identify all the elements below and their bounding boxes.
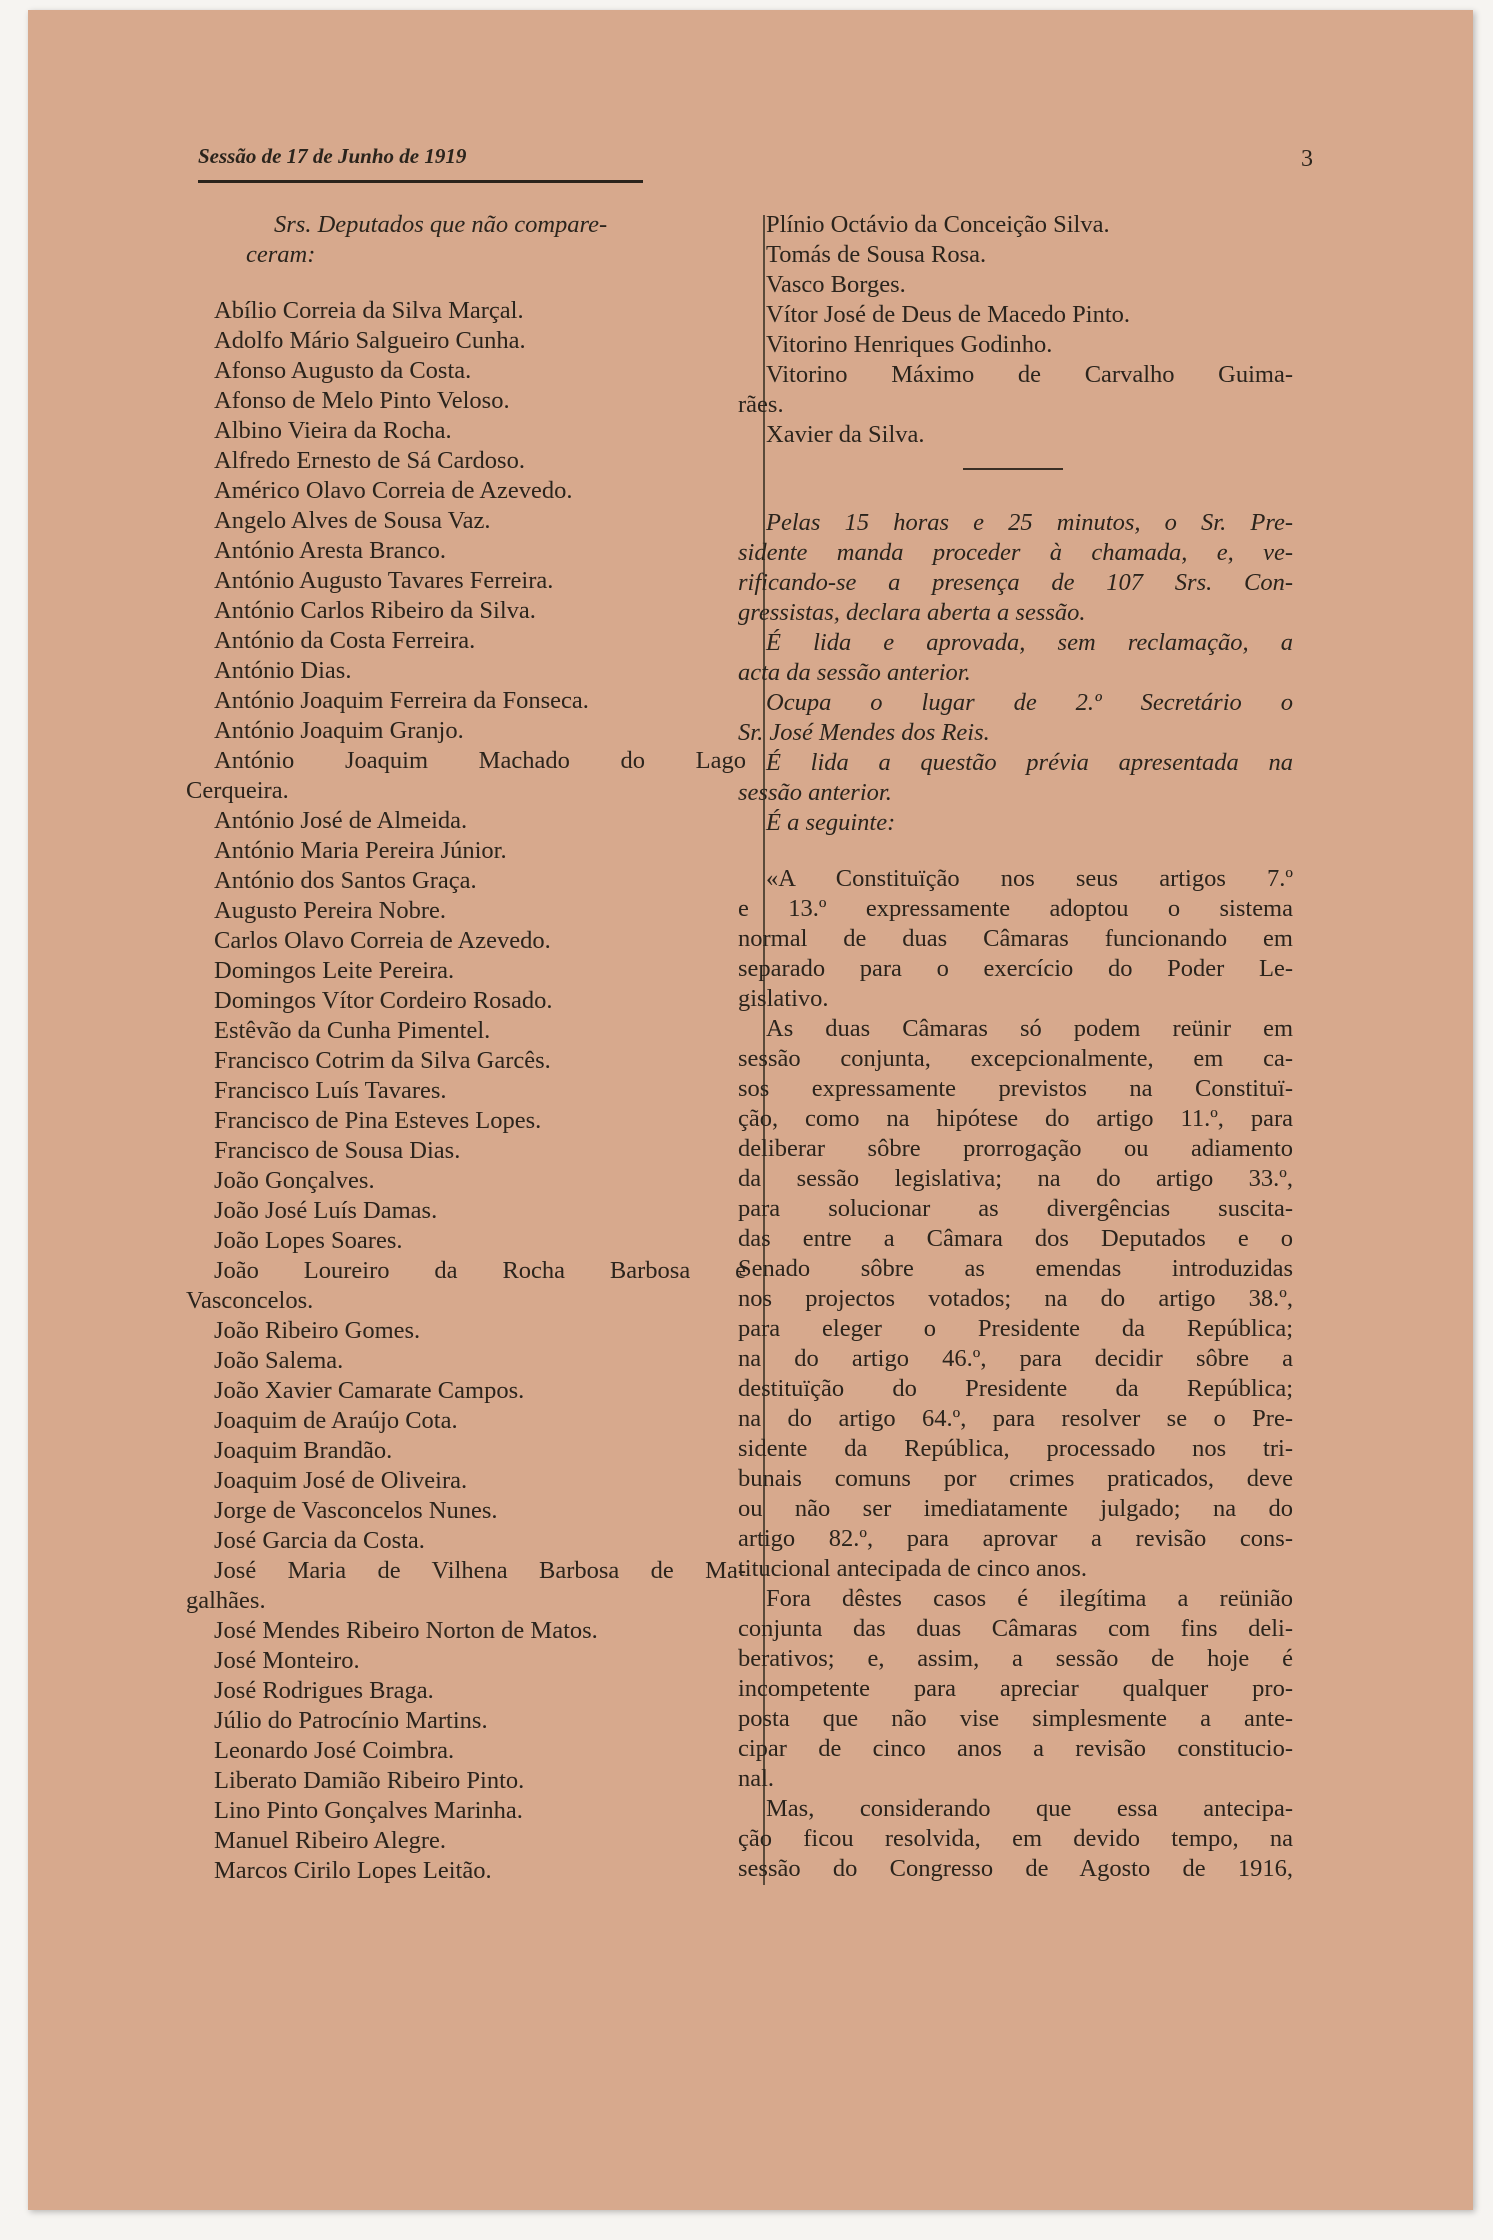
list-item: Lino Pinto Gonçalves Marinha. xyxy=(214,1797,523,1824)
list-item: Francisco de Sousa Dias. xyxy=(214,1137,461,1164)
header-rule xyxy=(198,180,643,183)
list-item: António Dias. xyxy=(214,657,352,684)
body-line: posta que não vise simplesmente a ante- xyxy=(738,1705,1293,1732)
page-header xyxy=(198,140,1313,180)
minutes-line: sidente manda proceder à chamada, e, ve- xyxy=(738,539,1293,566)
list-item: José Monteiro. xyxy=(214,1647,360,1674)
body-line: separado para o exercício do Poder Le- xyxy=(738,955,1293,982)
list-item: Afonso de Melo Pinto Veloso. xyxy=(214,387,510,414)
list-item: Manuel Ribeiro Alegre. xyxy=(214,1827,447,1854)
page-number: 3 xyxy=(1301,146,1313,172)
list-item: António Joaquim Ferreira da Fonseca. xyxy=(214,687,589,714)
list-item: Américo Olavo Correia de Azevedo. xyxy=(214,477,573,504)
spacer xyxy=(186,270,746,296)
body-line: Senado sôbre as emendas introduzidas xyxy=(738,1255,1293,1282)
body-line: Fora dêstes casos é ilegítima a reünião xyxy=(766,1585,1293,1612)
list-item: Júlio do Patrocínio Martins. xyxy=(214,1707,488,1734)
list-item: Francisco Cotrim da Silva Garcês. xyxy=(214,1047,551,1074)
list-item: João Ribeiro Gomes. xyxy=(214,1317,421,1344)
list-item: Francisco de Pina Esteves Lopes. xyxy=(214,1107,542,1134)
list-item-cont: Cerqueira. xyxy=(186,777,289,804)
list-item: Albino Vieira da Rocha. xyxy=(214,417,452,444)
minutes-line: Pelas 15 horas e 25 minutos, o Sr. Pre- xyxy=(766,509,1293,536)
list-item: João Xavier Camarate Campos. xyxy=(214,1377,525,1404)
minutes-line: Ocupa o lugar de 2.º Secretário o xyxy=(766,689,1293,716)
list-item: Vitorino Henriques Godinho. xyxy=(766,331,1053,358)
list-item-cont: rães. xyxy=(738,391,784,418)
body-line: para solucionar as divergências suscita- xyxy=(738,1195,1293,1222)
body-line: ou não ser imediatamente julgado; na do xyxy=(738,1495,1293,1522)
spacer xyxy=(738,838,1293,864)
list-item: António da Costa Ferreira. xyxy=(214,627,476,654)
motion-text xyxy=(738,864,1293,1884)
list-item: António dos Santos Graça. xyxy=(214,867,477,894)
body-line: incompetente para apreciar qualquer pro- xyxy=(738,1675,1293,1702)
document-page xyxy=(28,10,1473,2210)
minutes-line: É a seguinte: xyxy=(766,809,896,836)
list-item: António Joaquim Machado do Lago xyxy=(214,747,746,774)
list-item: Vasco Borges. xyxy=(766,271,906,298)
minutes-line: gressistas, declara aberta a sessão. xyxy=(738,599,1086,626)
body-line: deliberar sôbre prorrogação ou adiamento xyxy=(738,1135,1293,1162)
list-item: João Salema. xyxy=(214,1347,344,1374)
minutes-line: Sr. José Mendes dos Reis. xyxy=(738,719,990,746)
list-item: João Loureiro da Rocha Barbosa e xyxy=(214,1257,746,1284)
list-item: Jorge de Vasconcelos Nunes. xyxy=(214,1497,498,1524)
right-column xyxy=(738,210,1293,1884)
list-item: Alfredo Ernesto de Sá Cardoso. xyxy=(214,447,525,474)
session-minutes xyxy=(738,508,1293,838)
body-line: Mas, considerando que essa antecipa- xyxy=(766,1795,1293,1822)
list-item: José Mendes Ribeiro Norton de Matos. xyxy=(214,1617,598,1644)
body-line: As duas Câmaras só podem reünir em xyxy=(766,1015,1293,1042)
left-column xyxy=(186,210,746,1886)
list-item: Leonardo José Coimbra. xyxy=(214,1737,455,1764)
body-line: e 13.º expressamente adoptou o sistema xyxy=(738,895,1293,922)
body-line: «A Constituïção nos seus artigos 7.º xyxy=(766,865,1293,892)
section-separator xyxy=(963,468,1063,470)
list-item: Abílio Correia da Silva Marçal. xyxy=(214,297,524,324)
body-line: sessão do Congresso de Agosto de 1916, xyxy=(738,1855,1293,1882)
list-item: Xavier da Silva. xyxy=(766,421,925,448)
list-item-cont: Vasconcelos. xyxy=(186,1287,314,1314)
body-line: cipar de cinco anos a revisão constitucio- xyxy=(738,1735,1293,1762)
body-line: sidente da República, processado nos tri- xyxy=(738,1435,1293,1462)
list-item: Liberato Damião Ribeiro Pinto. xyxy=(214,1767,525,1794)
body-line: artigo 82.º, para aprovar a revisão cons- xyxy=(738,1525,1293,1552)
minutes-line: É lida a questão prévia apresentada na xyxy=(766,749,1293,776)
body-line: berativos; e, assim, a sessão de hoje é xyxy=(738,1645,1293,1672)
body-line: destituïção do Presidente da República; xyxy=(738,1375,1293,1402)
body-line: gislativo. xyxy=(738,985,829,1012)
list-item: Domingos Leite Pereira. xyxy=(214,957,455,984)
list-item: José Garcia da Costa. xyxy=(214,1527,425,1554)
list-item: Tomás de Sousa Rosa. xyxy=(766,241,987,268)
body-line: na do artigo 64.º, para resolver se o Pre- xyxy=(738,1405,1293,1432)
body-line: das entre a Câmara dos Deputados e o xyxy=(738,1225,1293,1252)
body-line: sessão conjunta, excepcionalmente, em ca- xyxy=(738,1045,1293,1072)
list-item: Domingos Vítor Cordeiro Rosado. xyxy=(214,987,553,1014)
list-item: Afonso Augusto da Costa. xyxy=(214,357,472,384)
body-line: na do artigo 46.º, para decidir sôbre a xyxy=(738,1345,1293,1372)
list-item: Vitorino Máximo de Carvalho Guima- xyxy=(766,361,1293,388)
body-line: ção, como na hipótese do artigo 11.º, para xyxy=(738,1105,1293,1132)
list-item: António Joaquim Granjo. xyxy=(214,717,464,744)
list-item: José Rodrigues Braga. xyxy=(214,1677,434,1704)
list-item: Joaquim Brandão. xyxy=(214,1437,393,1464)
list-item: António José de Almeida. xyxy=(214,807,468,834)
body-line: para eleger o Presidente da República; xyxy=(738,1315,1293,1342)
body-line: sos expressamente previstos na Constituï- xyxy=(738,1075,1293,1102)
body-line: ção ficou resolvida, em devido tempo, na xyxy=(738,1825,1293,1852)
list-item: António Carlos Ribeiro da Silva. xyxy=(214,597,536,624)
absent-deputies-heading: Srs. Deputados que não compare- xyxy=(274,211,608,238)
session-title: Sessão de 17 de Junho de 1919 xyxy=(198,144,467,168)
list-item: Joaquim José de Oliveira. xyxy=(214,1467,468,1494)
list-item: António Maria Pereira Júnior. xyxy=(214,837,507,864)
body-line: conjunta das duas Câmaras com fins deli- xyxy=(738,1615,1293,1642)
list-item: António Augusto Tavares Ferreira. xyxy=(214,567,554,594)
list-item: Joaquim de Araújo Cota. xyxy=(214,1407,458,1434)
list-item: Estêvão da Cunha Pimentel. xyxy=(214,1017,491,1044)
minutes-line: sessão anterior. xyxy=(738,779,892,806)
body-line: titucional antecipada de cinco anos. xyxy=(738,1555,1087,1582)
minutes-line: rificando-se a presença de 107 Srs. Con- xyxy=(738,569,1293,596)
minutes-line: É lida e aprovada, sem reclamação, a xyxy=(766,629,1293,656)
list-item: Adolfo Mário Salgueiro Cunha. xyxy=(214,327,526,354)
body-line: da sessão legislativa; na do artigo 33.º, xyxy=(738,1165,1293,1192)
absent-deputies-heading-cont: ceram: xyxy=(246,241,316,268)
body-line: normal de duas Câmaras funcionando em xyxy=(738,925,1293,952)
list-item: Plínio Octávio da Conceição Silva. xyxy=(766,211,1110,238)
list-item: Carlos Olavo Correia de Azevedo. xyxy=(214,927,551,954)
minutes-line: acta da sessão anterior. xyxy=(738,659,971,686)
list-item: Vítor José de Deus de Macedo Pinto. xyxy=(766,301,1131,328)
list-item: Augusto Pereira Nobre. xyxy=(214,897,447,924)
list-item: João Lopes Soares. xyxy=(214,1227,403,1254)
list-item: António Aresta Branco. xyxy=(214,537,447,564)
list-item: Francisco Luís Tavares. xyxy=(214,1077,447,1104)
body-line: nal. xyxy=(738,1765,775,1792)
list-item: João José Luís Damas. xyxy=(214,1197,438,1224)
list-item: Marcos Cirilo Lopes Leitão. xyxy=(214,1857,492,1884)
list-item: José Maria de Vilhena Barbosa de Ma- xyxy=(214,1557,746,1584)
list-item-cont: galhães. xyxy=(186,1587,266,1614)
body-line: bunais comuns por crimes praticados, deve xyxy=(738,1465,1293,1492)
list-item: João Gonçalves. xyxy=(214,1167,375,1194)
body-line: nos projectos votados; na do artigo 38.º, xyxy=(738,1285,1293,1312)
list-item: Angelo Alves de Sousa Vaz. xyxy=(214,507,491,534)
